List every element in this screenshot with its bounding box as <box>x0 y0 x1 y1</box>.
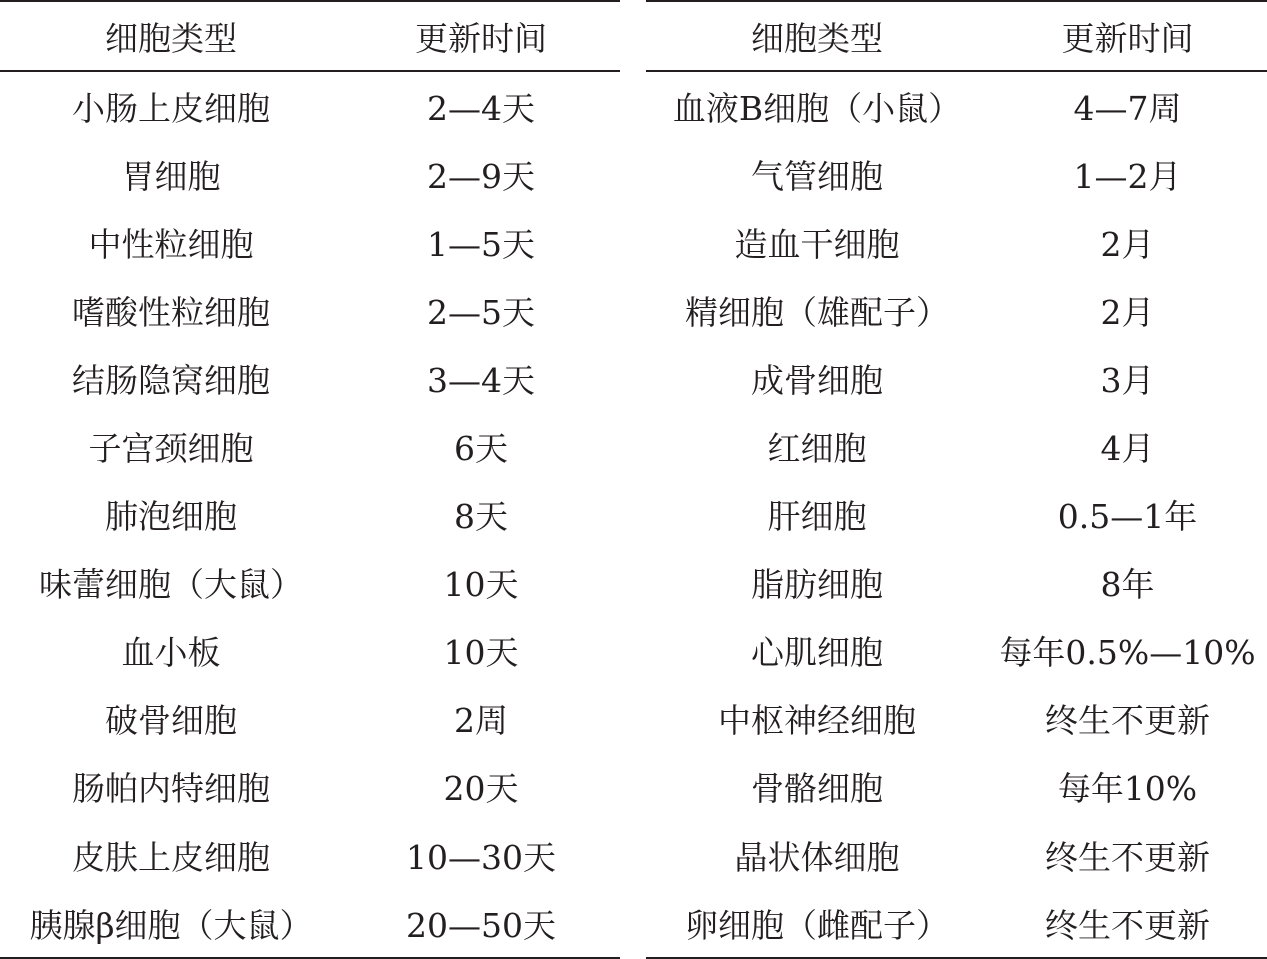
cell-type: 肺泡细胞 <box>105 497 237 537</box>
table-row <box>0 889 620 958</box>
table-row <box>646 481 1267 549</box>
cell-type: 破骨细胞 <box>105 701 237 741</box>
cell-type: 胃细胞 <box>121 156 221 196</box>
cell-type: 小肠上皮细胞 <box>72 88 270 128</box>
table-row <box>646 140 1267 208</box>
cell-type: 肠帕内特细胞 <box>72 769 270 809</box>
table-row <box>0 481 620 549</box>
header-row <box>646 1 1267 71</box>
cell-type: 血小板 <box>121 633 221 673</box>
table-row <box>646 208 1267 276</box>
column-header-renewal-time: 更新时间 <box>342 1 620 71</box>
table-row <box>0 71 620 140</box>
table-row <box>0 140 620 208</box>
cell-renewal-table-right <box>646 0 1267 959</box>
renewal-time: 20—50天 <box>342 889 620 958</box>
renewal-time: 6天 <box>454 429 508 469</box>
table-row <box>646 549 1267 617</box>
table-row <box>646 821 1267 889</box>
renewal-time: 1—5天 <box>427 224 535 264</box>
cell-type: 造血干细胞 <box>734 224 900 264</box>
renewal-time: 20天 <box>443 769 519 809</box>
renewal-time: 终生不更新 <box>988 889 1267 958</box>
renewal-time: 1—2月 <box>1073 156 1182 196</box>
renewal-time: 终生不更新 <box>1045 701 1210 741</box>
cell-type: 中枢神经细胞 <box>718 701 916 741</box>
cell-type: 皮肤上皮细胞 <box>72 837 270 877</box>
renewal-time: 3—4天 <box>427 360 535 400</box>
cell-renewal-table-left <box>0 0 620 959</box>
table-row <box>646 412 1267 480</box>
table-row <box>0 412 620 480</box>
cell-type: 肝细胞 <box>767 497 867 537</box>
table-row <box>646 753 1267 821</box>
table-row <box>646 71 1267 140</box>
renewal-time: 3月 <box>1100 360 1155 400</box>
table-row <box>0 344 620 412</box>
table-row <box>0 821 620 889</box>
cell-type: 骨骼细胞 <box>751 769 883 809</box>
cell-type: 红细胞 <box>767 429 867 469</box>
table-row <box>646 276 1267 344</box>
cell-type: 晶状体细胞 <box>734 837 900 877</box>
cell-type: 嗜酸性粒细胞 <box>72 292 270 332</box>
column-header-cell-type: 细胞类型 <box>646 1 988 71</box>
cell-type: 心肌细胞 <box>751 633 883 673</box>
cell-type: 成骨细胞 <box>751 360 883 400</box>
renewal-time: 0.5—1年 <box>1057 497 1198 537</box>
table-row <box>0 276 620 344</box>
cell-type: 中性粒细胞 <box>88 224 254 264</box>
renewal-time: 2—9天 <box>427 156 535 196</box>
cell-type: 精细胞（雄配子） <box>685 292 949 332</box>
table-row <box>0 208 620 276</box>
renewal-time: 10天 <box>443 565 519 605</box>
table-row <box>0 685 620 753</box>
renewal-time: 每年0.5%—10% <box>999 633 1256 673</box>
renewal-time: 终生不更新 <box>1045 837 1210 877</box>
cell-type: 味蕾细胞（大鼠） <box>39 565 303 605</box>
table-row <box>0 549 620 617</box>
renewal-time: 4—7周 <box>1073 88 1182 128</box>
table-row <box>646 344 1267 412</box>
cell-type: 胰腺β细胞（大鼠） <box>0 889 342 958</box>
renewal-time: 2—5天 <box>427 292 535 332</box>
cell-type: 子宫颈细胞 <box>88 429 254 469</box>
cell-type: 结肠隐窝细胞 <box>72 360 270 400</box>
header-row <box>0 1 620 71</box>
cell-type: 血液B细胞（小鼠） <box>672 88 962 128</box>
renewal-time: 8天 <box>454 497 508 537</box>
table-row <box>646 889 1267 958</box>
renewal-time: 8年 <box>1100 565 1155 605</box>
table-row <box>0 753 620 821</box>
renewal-time: 2月 <box>1100 224 1155 264</box>
column-header-renewal-time: 更新时间 <box>988 1 1267 71</box>
cell-type: 卵细胞（雌配子） <box>646 889 988 958</box>
renewal-time: 2—4天 <box>427 88 535 128</box>
renewal-time: 10—30天 <box>406 837 556 877</box>
table-row <box>646 685 1267 753</box>
cell-type: 脂肪细胞 <box>751 565 883 605</box>
renewal-time: 4月 <box>1100 429 1155 469</box>
cell-type: 气管细胞 <box>751 156 883 196</box>
renewal-time: 2周 <box>454 701 508 741</box>
table-row <box>646 617 1267 685</box>
renewal-time: 10天 <box>443 633 519 673</box>
column-header-cell-type: 细胞类型 <box>0 1 342 71</box>
renewal-time: 每年10% <box>1057 769 1198 809</box>
table-row <box>0 617 620 685</box>
renewal-time: 2月 <box>1100 292 1155 332</box>
